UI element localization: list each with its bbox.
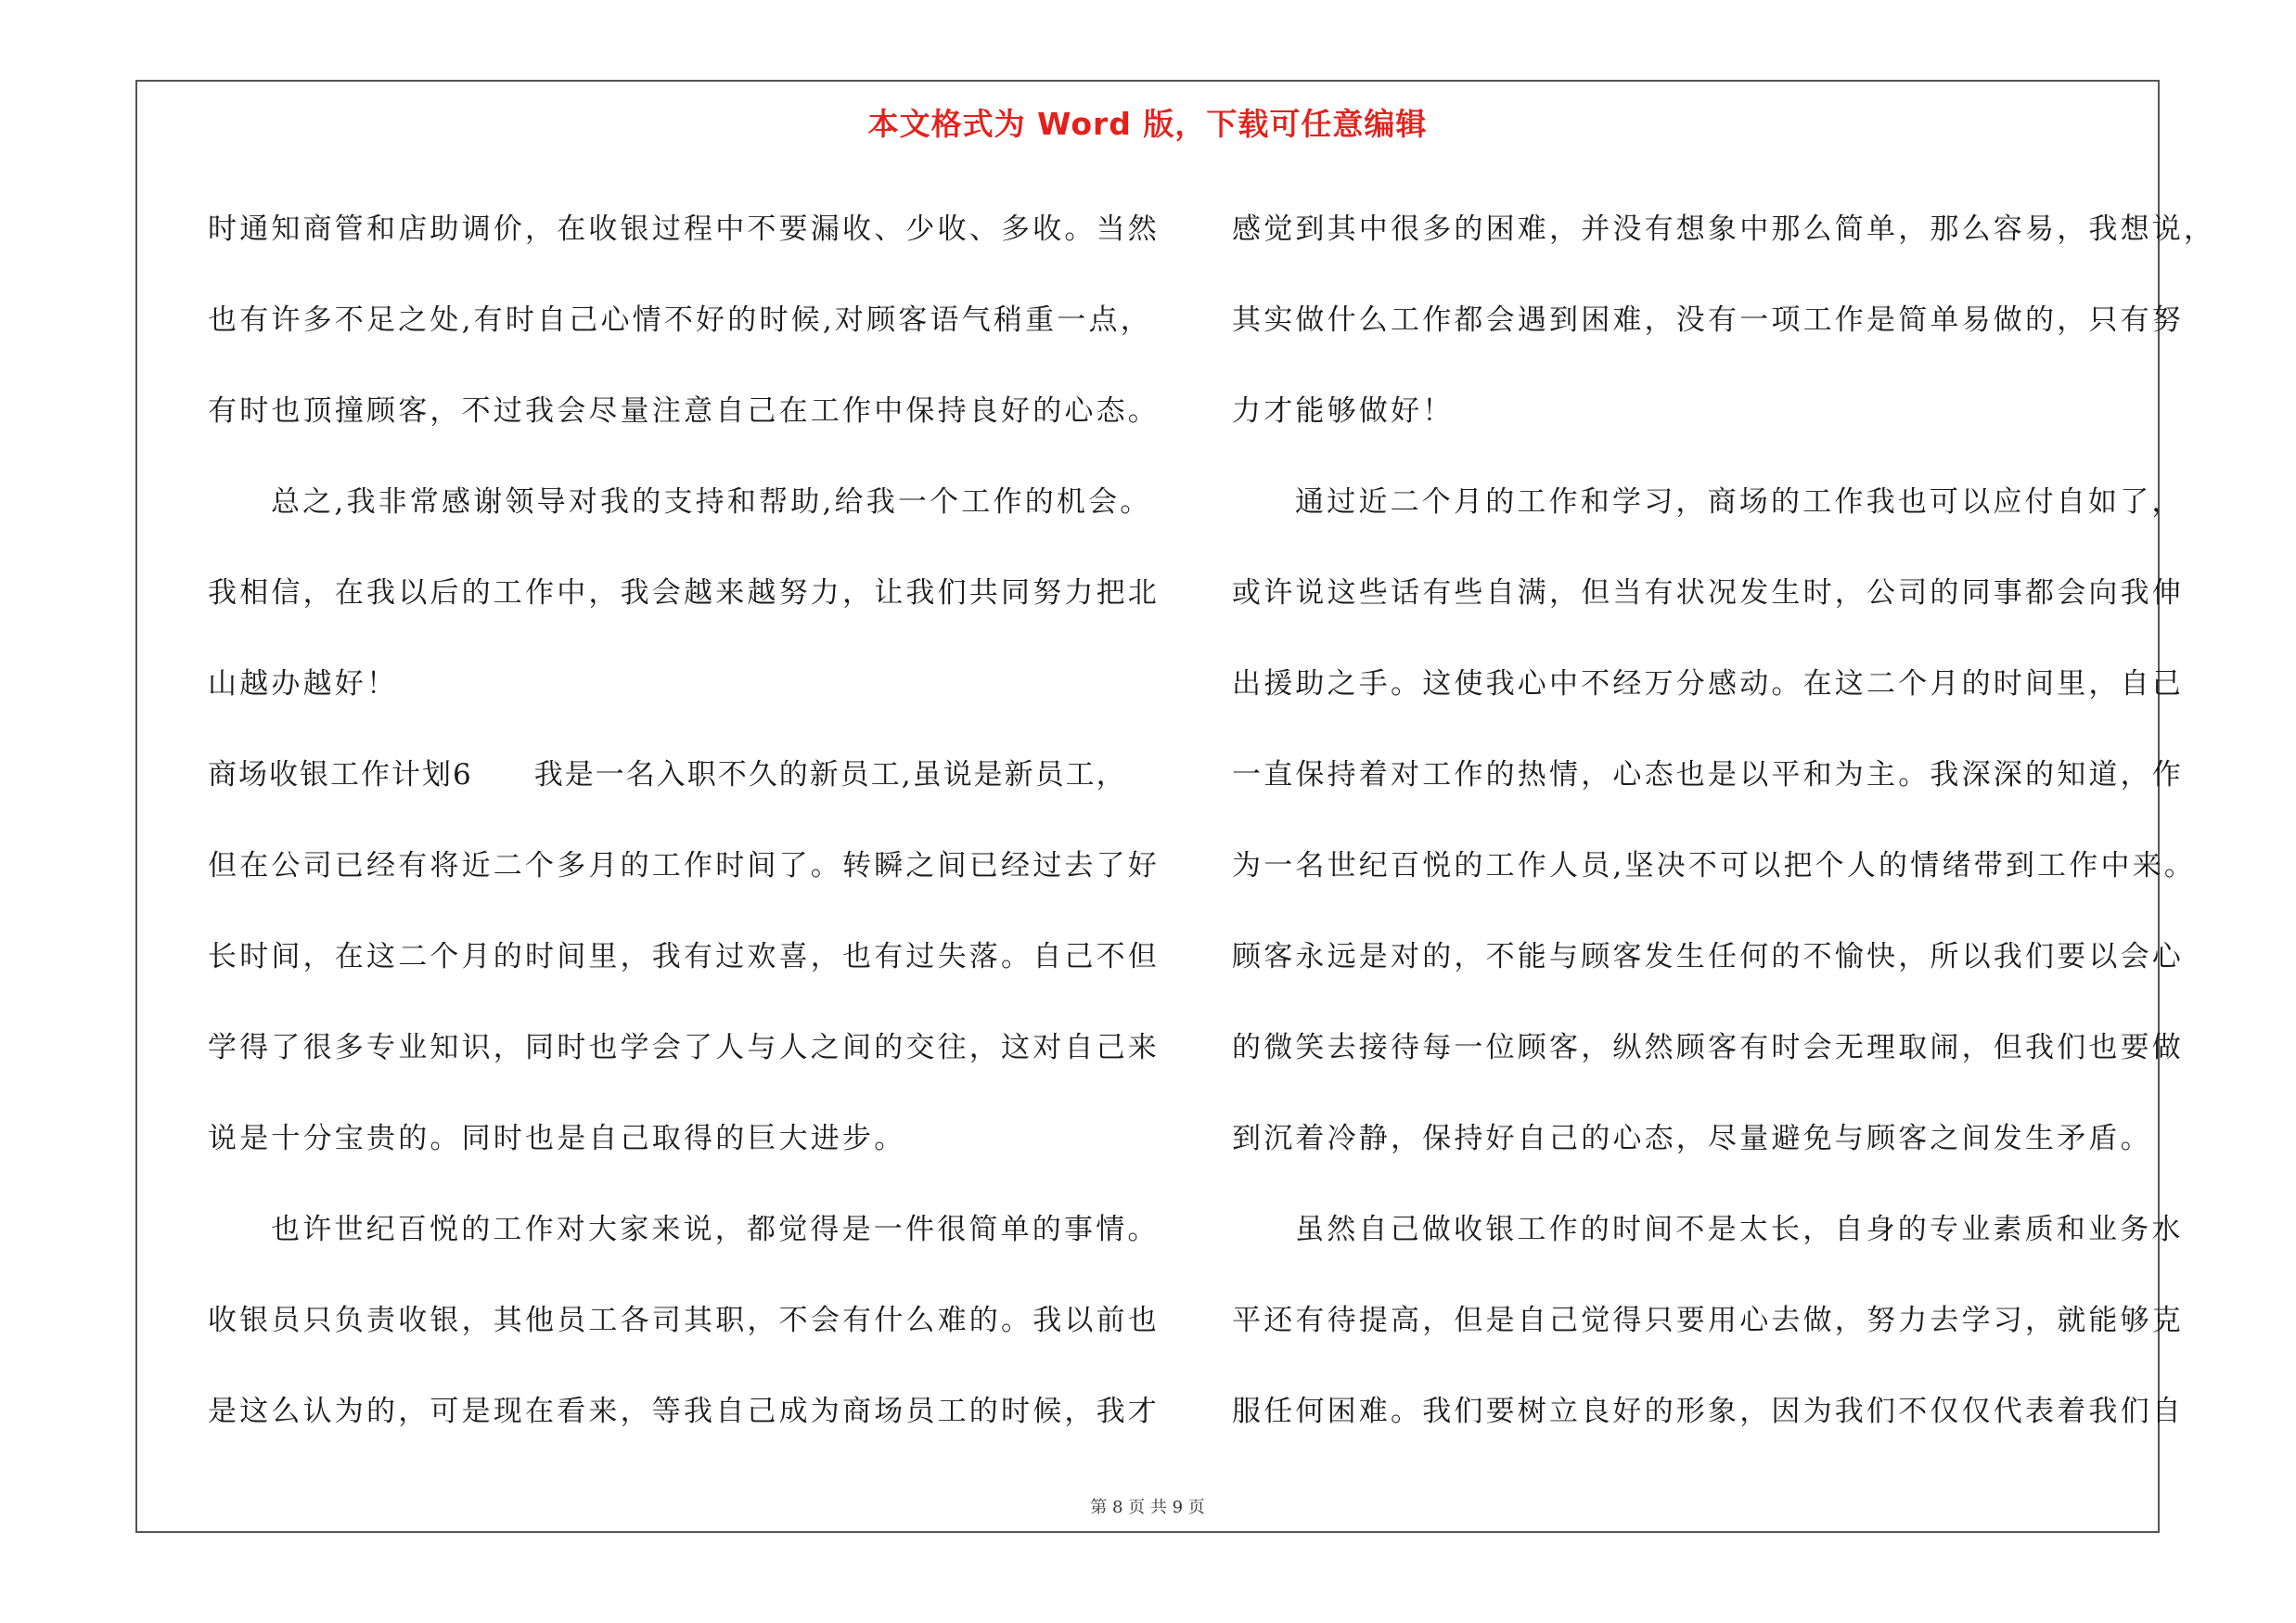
right-line-4: 通过近二个月的工作和学习，商场的工作我也可以应付自如了，	[1295, 485, 2184, 519]
right-line-9: 顾客永远是对的，不能与顾客发生任何的不愉快，所以我们要以会心	[1232, 940, 2184, 973]
left-line-2: 也有许多不足之处,有时自己心情不好的时候,对顾客语气稍重一点，	[208, 303, 1152, 337]
right-line-14: 服任何困难。我们要树立良好的形象，因为我们不仅仅代表着我们自	[1232, 1395, 2184, 1428]
right-line-11: 到沉着冷静，保持好自己的心态，尽量避免与顾客之间发生矛盾。	[1232, 1122, 2152, 1155]
right-line-3: 力才能够做好！	[1232, 394, 1455, 428]
left-line-1: 时通知商管和店助调价，在收银过程中不要漏收、少收、多收。当然	[208, 213, 1160, 246]
right-line-8: 为一名世纪百悦的工作人员,坚决不可以把个人的情绪带到工作中来。	[1232, 849, 2197, 882]
left-line-3: 有时也顶撞顾客，不过我会尽量注意自己在工作中保持良好的心态。	[208, 394, 1160, 428]
page-number-footer: 第 8 页 共 9 页	[1090, 1498, 1205, 1517]
left-line-13: 收银员只负责收银，其他员工各司其职，不会有什么难的。我以前也	[208, 1304, 1160, 1337]
left-line-4: 总之,我非常感谢领导对我的支持和帮助,给我一个工作的机会。	[271, 485, 1152, 519]
left-line-14: 是这么认为的，可是现在看来，等我自己成为商场员工的时候，我才	[208, 1395, 1160, 1428]
right-line-2: 其实做什么工作都会遇到困难，没有一项工作是简单易做的，只有努	[1232, 303, 2184, 337]
left-line-11: 说是十分宝贵的。同时也是自己取得的巨大进步。	[208, 1122, 906, 1155]
right-line-6: 出援助之手。这使我心中不经万分感动。在这二个月的时间里，自己	[1232, 667, 2184, 701]
left-line-7-section-heading: 商场收银工作计划6 我是一名入职不久的新员工,虽说是新员工，	[208, 758, 1127, 792]
left-line-9: 长时间，在这二个月的时间里，我有过欢喜，也有过失落。自己不但	[208, 940, 1160, 973]
right-line-10: 的微笑去接待每一位顾客，纵然顾客有时会无理取闹，但我们也要做	[1232, 1031, 2184, 1064]
right-line-12: 虽然自己做收银工作的时间不是太长，自身的专业素质和业务水	[1295, 1213, 2184, 1246]
right-line-5: 或许说这些话有些自满，但当有状况发生时，公司的同事都会向我伸	[1232, 576, 2184, 610]
left-line-12: 也许世纪百悦的工作对大家来说，都觉得是一件很简单的事情。	[271, 1213, 1160, 1246]
page-frame	[135, 80, 2216, 1533]
header-banner: 本文格式为 Word 版，下载可任意编辑	[867, 106, 1428, 142]
left-line-10: 学得了很多专业知识，同时也学会了人与人之间的交往，这对自己来	[208, 1031, 1160, 1064]
left-column	[208, 184, 1160, 1457]
left-line-5: 我相信，在我以后的工作中，我会越来越努力，让我们共同努力把北	[208, 576, 1160, 610]
right-column	[1232, 184, 2216, 1457]
left-line-8: 但在公司已经有将近二个多月的工作时间了。转瞬之间已经过去了好	[208, 849, 1160, 882]
right-line-13: 平还有待提高，但是自己觉得只要用心去做，努力去学习，就能够克	[1232, 1304, 2184, 1337]
right-line-1: 感觉到其中很多的困难，并没有想象中那么简单，那么容易，我想说，	[1232, 213, 2216, 246]
right-line-7: 一直保持着对工作的热情，心态也是以平和为主。我深深的知道，作	[1232, 758, 2184, 792]
left-line-6: 山越办越好！	[208, 667, 399, 701]
